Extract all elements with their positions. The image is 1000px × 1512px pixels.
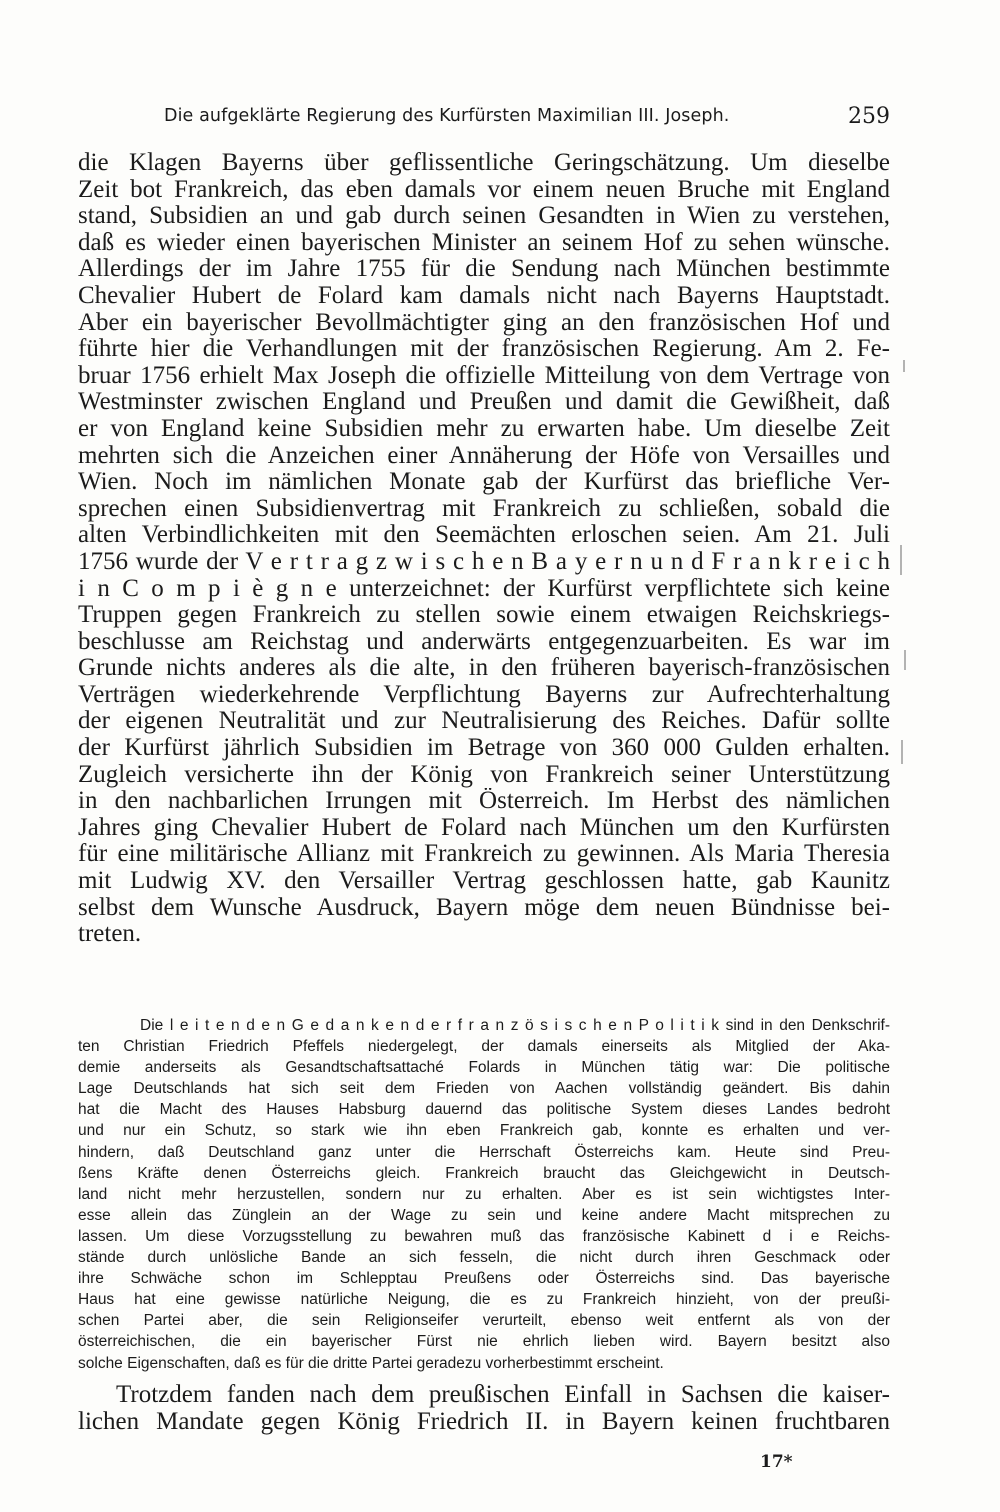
footnote-line: land nicht mehr herzustellen, sondern nur zu erhalten. Aber es ist sein wichtigstes Inter- [78, 1185, 890, 1203]
footnote-line: solche Eigenschaften, daß es für die dritte Partei geradezu vorherbestimmt erscheint. [78, 1354, 664, 1372]
text-line: der Kurfürst jährlich Subsidien im Betrage von 360 000 Gulden erhalten. [78, 735, 890, 762]
text-line: Zeit bot Frankreich, das eben damals vor einem neuen Bruche mit England [78, 176, 890, 203]
text-line: treten. [78, 921, 142, 948]
page-header [78, 104, 890, 134]
text-line: sprechen einen Subsidienvertrag mit Frankreich zu schließen, sobald die [78, 495, 890, 522]
text-line: i n C o m p i è g n e unterzeichnet: der Kurfürst verpflichtete sich keine [78, 575, 890, 602]
margin-scan-mark [904, 650, 906, 670]
margin-scan-mark [900, 545, 902, 575]
text-line: selbst dem Wunsche Ausdruck, Bayern möge dem neuen Bündnisse bei- [78, 894, 890, 921]
footnote-line: demie anderseits als Gesandtschaftsattaché Folards in München tätig war: Die politische [78, 1059, 890, 1077]
text-line: er von England keine Subsidien mehr zu erwarten habe. Um dieselbe Zeit [78, 415, 890, 442]
footnote-line: Lage Deutschlands hat sich seit dem Frieden von Aachen vollständig geändert. Bis dahin [78, 1080, 890, 1098]
text-line: Verträgen wiederkehrende Verpflichtung Bayerns zur Aufrechterhaltung [78, 681, 890, 708]
text-line: Zugleich versicherte ihn der König von Frankreich seiner Unterstützung [78, 761, 890, 788]
text-line: Trotzdem fanden nach dem preußischen Einfall in Sachsen die kaiser- [116, 1382, 890, 1408]
footnote-line: hindern, daß Deutschland ganz unter die Herrschaft Österreichs kam. Heute sind Preu- [78, 1143, 890, 1161]
running-head: Die aufgeklärte Regierung des Kurfürsten Maximilian III. Joseph. [164, 106, 730, 126]
text-line: Jahres ging Chevalier Hubert de Folard nach München um den Kurfürsten [78, 814, 890, 841]
text-line: Aber ein bayerischer Bevollmächtigter ging an den französischen Hof und [78, 309, 890, 336]
text-line: beschlusse am Reichstag und anderwärts entgegenzuarbeiten. Es war im [78, 628, 890, 655]
margin-scan-mark [901, 740, 903, 764]
signature-mark: 17* [760, 1452, 793, 1472]
continuation-paragraph [78, 1382, 890, 1435]
text-line: Westminster zwischen England und Preußen und damit die Gewißheit, daß [78, 389, 890, 416]
text-line: mit Ludwig XV. den Versailler Vertrag geschlossen hatte, gab Kaunitz [78, 868, 890, 895]
footnote-line: österreichischen, die ein bayerischer Fürst nie ehrlich lieben wird. Bayern besitzt also [78, 1333, 890, 1351]
text-line: führte hier die Verhandlungen mit der französischen Regierung. Am 2. Fe- [78, 336, 890, 363]
main-paragraph [78, 150, 890, 948]
footnote-line: lassen. Um diese Vorzugsstellung zu bewahren muß das französische Kabinett d i e Reichs- [78, 1227, 890, 1245]
text-line: Chevalier Hubert de Folard kam damals nicht nach Bayerns Hauptstadt. [78, 282, 890, 309]
footnote-line: Haus hat eine gewisse natürliche Neigung, die es zu Frankreich hinzieht, von der preußi- [78, 1291, 890, 1309]
text-line: stand, Subsidien an und gab durch seinen Gesandten in Wien zu verstehen, [78, 203, 890, 230]
text-line: Allerdings der im Jahre 1755 für die Sendung nach München bestimmte [78, 256, 890, 283]
text-line: in den nachbarlichen Irrungen mit Österreich. Im Herbst des nämlichen [78, 788, 890, 815]
margin-scan-mark [903, 360, 905, 372]
footnote-line: stände durch unlösliche Bande an sich fesseln, die nicht durch ihren Geschmack oder [78, 1249, 890, 1267]
text-line: Wien. Noch im nämlichen Monate gab der Kurfürst das briefliche Ver- [78, 469, 890, 496]
text-line: daß es wieder einen bayerischen Minister an seinem Hof zu sehen wünsche. [78, 229, 890, 256]
text-line: die Klagen Bayerns über geflissentliche Geringschätzung. Um dieselbe [78, 150, 890, 176]
text-line: für eine militärische Allianz mit Frankreich zu gewinnen. Als Maria Theresia [78, 841, 890, 868]
text-line: Grunde nichts anderes als die alte, in den früheren bayerisch-französischen [78, 655, 890, 682]
footnote-line: ten Christian Friedrich Pfeffels niedergelegt, der damals einerseits als Mitglied der Aka- [78, 1038, 890, 1056]
page-number: 259 [848, 104, 890, 129]
footnote-line: und nur ein Schutz, so stark wie ihn eben Frankreich gab, konnte es erhalten und ver- [78, 1122, 890, 1140]
footnote-line: hat die Macht des Hauses Habsburg dauernd das politische System dieses Landes bedroht [78, 1101, 890, 1119]
footnote-line: ßens Kräfte denen Österreichs gleich. Frankreich braucht das Gleichgewicht in Deutsch- [78, 1164, 890, 1182]
text-line: bruar 1756 erhielt Max Joseph die offizielle Mitteilung von dem Vertrage von [78, 362, 890, 389]
footnote-line: Die l e i t e n d e n G e d a n k e n d e r f r a n z ö s i s c h e n P o l i t i k sind in den Denkschrif- [140, 1017, 890, 1034]
footnote-line: ihre Schwäche schon im Schlepptau Preußens oder Österreichs sind. Das bayerische [78, 1270, 890, 1288]
footnote-block [78, 1015, 890, 1374]
text-line: 1756 wurde der V e r t r a g z w i s c h e n B a y e r n u n d F r a n k r e i c h [78, 548, 890, 575]
text-line: mehrten sich die Anzeichen einer Annäherung der Höfe von Versailles und [78, 442, 890, 469]
footnote-line: esse allein das Zünglein an der Wage zu sein und keine andere Macht mitsprechen zu [78, 1206, 890, 1224]
text-line: der eigenen Neutralität und zur Neutralisierung des Reiches. Dafür sollte [78, 708, 890, 735]
text-line: lichen Mandate gegen König Friedrich II. in Bayern keinen fruchtbaren [78, 1408, 890, 1435]
footnote-line: schen Partei aber, die sein Religionseifer verurteilt, ebenso weit entfernt als von der [78, 1312, 890, 1330]
text-line: alten Verbindlichkeiten mit den Seemächten erloschen seien. Am 21. Juli [78, 522, 890, 549]
text-line: Truppen gegen Frankreich zu stellen sowie einem etwaigen Reichskriegs- [78, 602, 890, 629]
